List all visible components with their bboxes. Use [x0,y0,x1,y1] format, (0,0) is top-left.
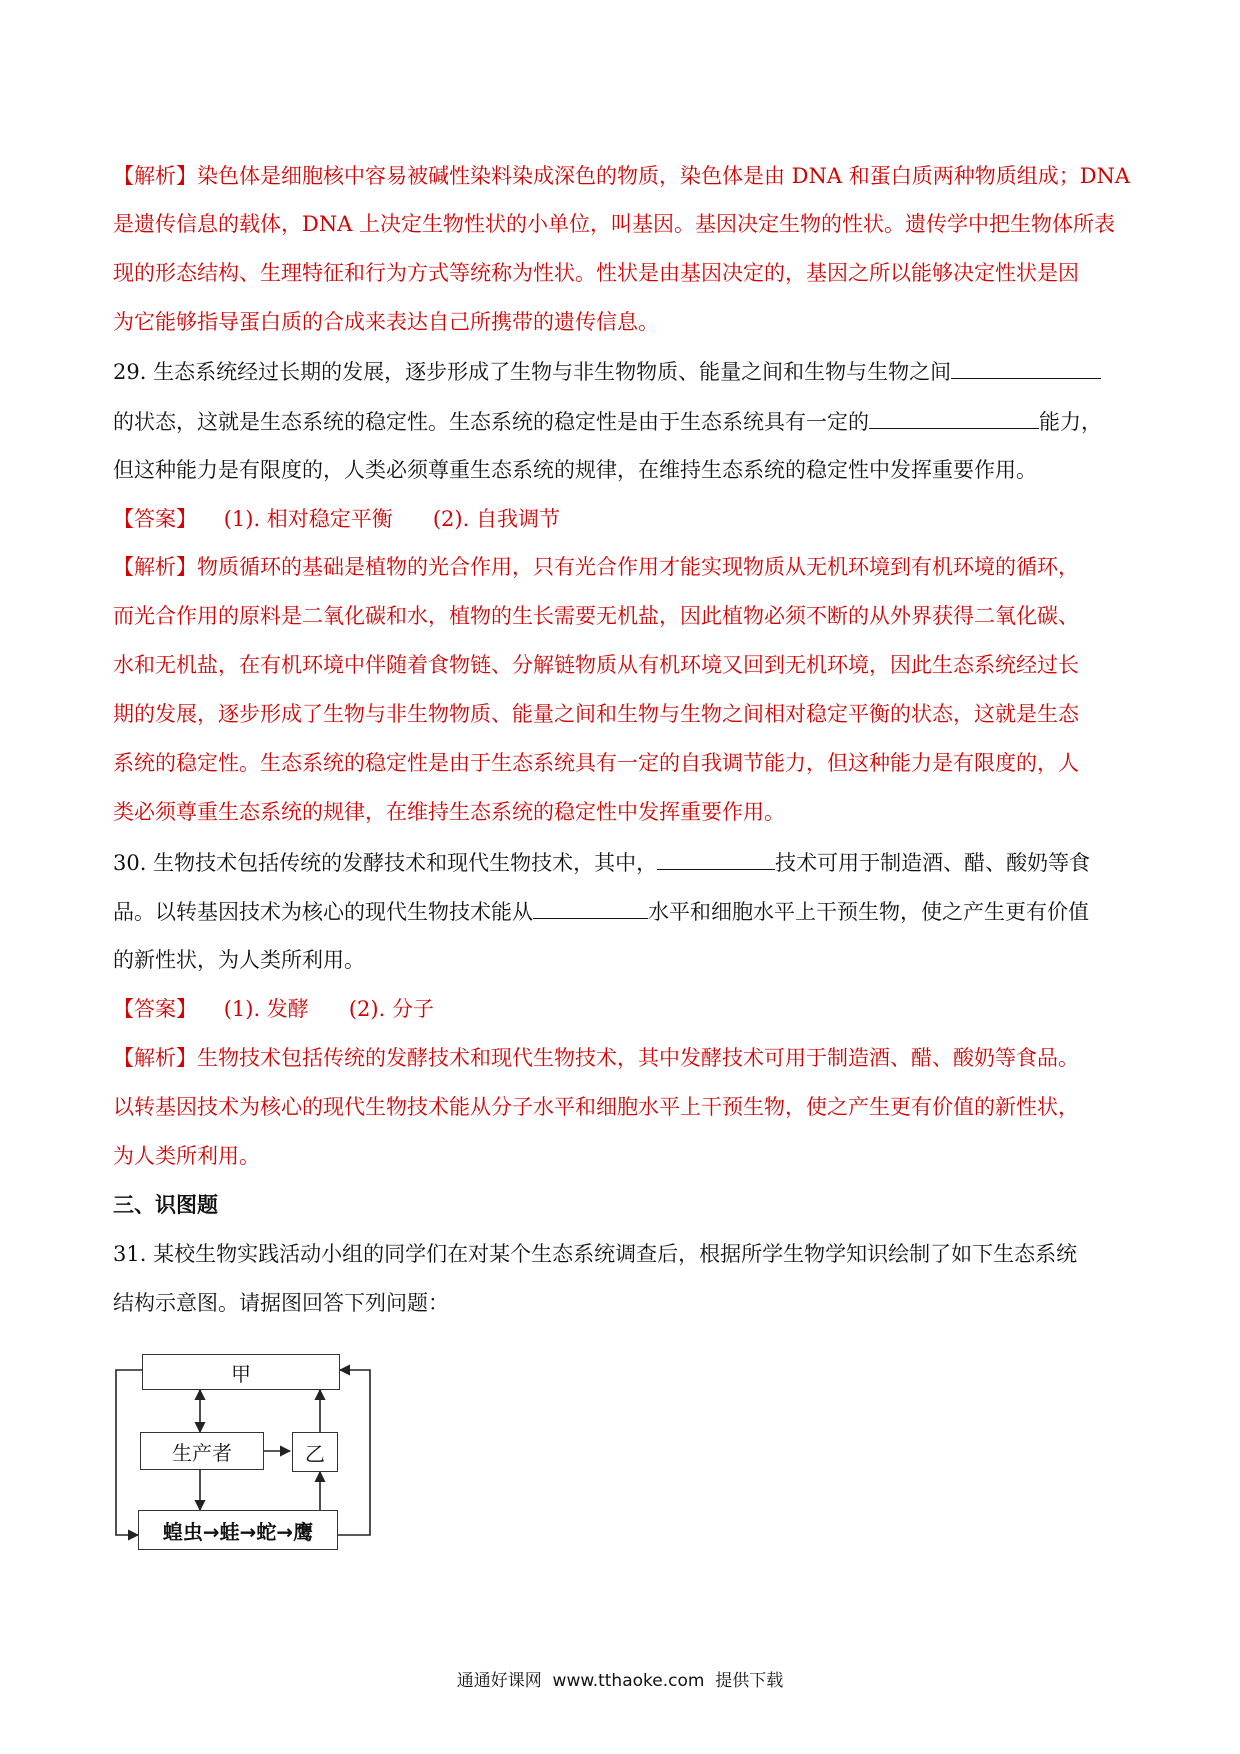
q29-analysis-line: 期的发展，逐步形成了生物与非生物物质、能量之间和生物与生物之间相对稳定平衡的状态，这就是生态 [113,702,1079,726]
q29-stem-line: 但这种能力是有限度的，人类必须尊重生态系统的规律，在维持生态系统的稳定性中发挥重要作用。 [113,458,1037,482]
q29-analysis-line: 系统的稳定性。生态系统的稳定性是由于生态系统具有一定的自我调节能力，但这种能力是有限度的，人 [113,751,1079,775]
answer-blank [869,406,1039,429]
analysis-tag: 【解析】 [113,555,197,579]
ecosystem-diagram [108,1350,388,1550]
q28-analysis-line: 【解析】染色体是细胞核中容易被碱性染料染成深色的物质，染色体是由 DNA 和蛋白质两种物质组成；DNA [113,164,1131,188]
q30-analysis-line: 【解析】生物技术包括传统的发酵技术和现代生物技术，其中发酵技术可用于制造酒、醋、酸奶等食品。 [113,1046,1079,1070]
box-yi: 乙 [292,1432,338,1472]
q29-analysis-line: 类必须尊重生态系统的规律，在维持生态系统的稳定性中发挥重要作用。 [113,800,785,824]
analysis-tag: 【解析】 [113,164,197,188]
q30-answer: 【答案】 (1). 发酵 (2). 分子 [113,997,434,1021]
q29-answer: 【答案】 (1). 相对稳定平衡 (2). 自我调节 [113,507,560,531]
answer-blank [951,356,1101,379]
answer-tag: 【答案】 [113,997,197,1021]
answer-blank [657,847,775,870]
q28-analysis-line: 为它能够指导蛋白质的合成来表达自己所携带的遗传信息。 [113,310,659,334]
q28-analysis-line: 现的形态结构、生理特征和行为方式等统称为性状。性状是由基因决定的，基因之所以能够决定性状是因 [113,261,1079,285]
q30-stem-line: 的新性状，为人类所利用。 [113,948,365,972]
answer-blank [533,896,648,919]
q28-analysis-line: 是遗传信息的载体，DNA 上决定生物性状的小单位，叫基因。基因决定生物的性状。遗传学中把生物体所表 [113,212,1116,236]
analysis-tag: 【解析】 [113,1046,197,1070]
q29-analysis-line: 而光合作用的原料是二氧化碳和水，植物的生长需要无机盐，因此植物必须不断的从外界获得二氧化碳、 [113,604,1079,628]
page-footer: 通通好课网 www.tthaoke.com 提供下载 [456,1671,784,1691]
q30-analysis-line: 为人类所利用。 [113,1144,260,1168]
q29-stem-line: 29. 生态系统经过长期的发展，逐步形成了生物与非生物物质、能量之间和生物与生物之间 [113,356,1101,387]
q30-analysis-line: 以转基因技术为核心的现代生物技术能从分子水平和细胞水平上干预生物，使之产生更有价值的新性状， [113,1095,1079,1119]
q30-stem-line: 品。以转基因技术为核心的现代生物技术能从 水平和细胞水平上干预生物，使之产生更有价值 [113,896,1089,927]
q31-stem-line: 结构示意图。请据图回答下列问题： [113,1291,449,1315]
q29-analysis-line: 【解析】物质循环的基础是植物的光合作用，只有光合作用才能实现物质从无机环境到有机环境的循环， [113,555,1079,579]
q30-stem-line: 30. 生物技术包括传统的发酵技术和现代生物技术，其中， 技术可用于制造酒、醋、酸奶等食 [113,847,1090,878]
q31-stem-line: 31. 某校生物实践活动小组的同学们在对某个生态系统调查后，根据所学生物学知识绘制了如下生态系统 [113,1242,1078,1266]
section-heading: 三、识图题 [113,1193,218,1217]
box-producer: 生产者 [140,1432,264,1470]
q29-analysis-line: 水和无机盐，在有机环境中伴随着食物链、分解链物质从有机环境又回到无机环境，因此生态系统经过长 [113,653,1079,677]
box-food-chain: 蝗虫→蛙→蛇→鹰 [138,1510,338,1550]
box-jia: 甲 [142,1354,340,1390]
answer-tag: 【答案】 [113,507,197,531]
q29-stem-line: 的状态，这就是生态系统的稳定性。生态系统的稳定性是由于生态系统具有一定的 能力， [113,406,1102,437]
